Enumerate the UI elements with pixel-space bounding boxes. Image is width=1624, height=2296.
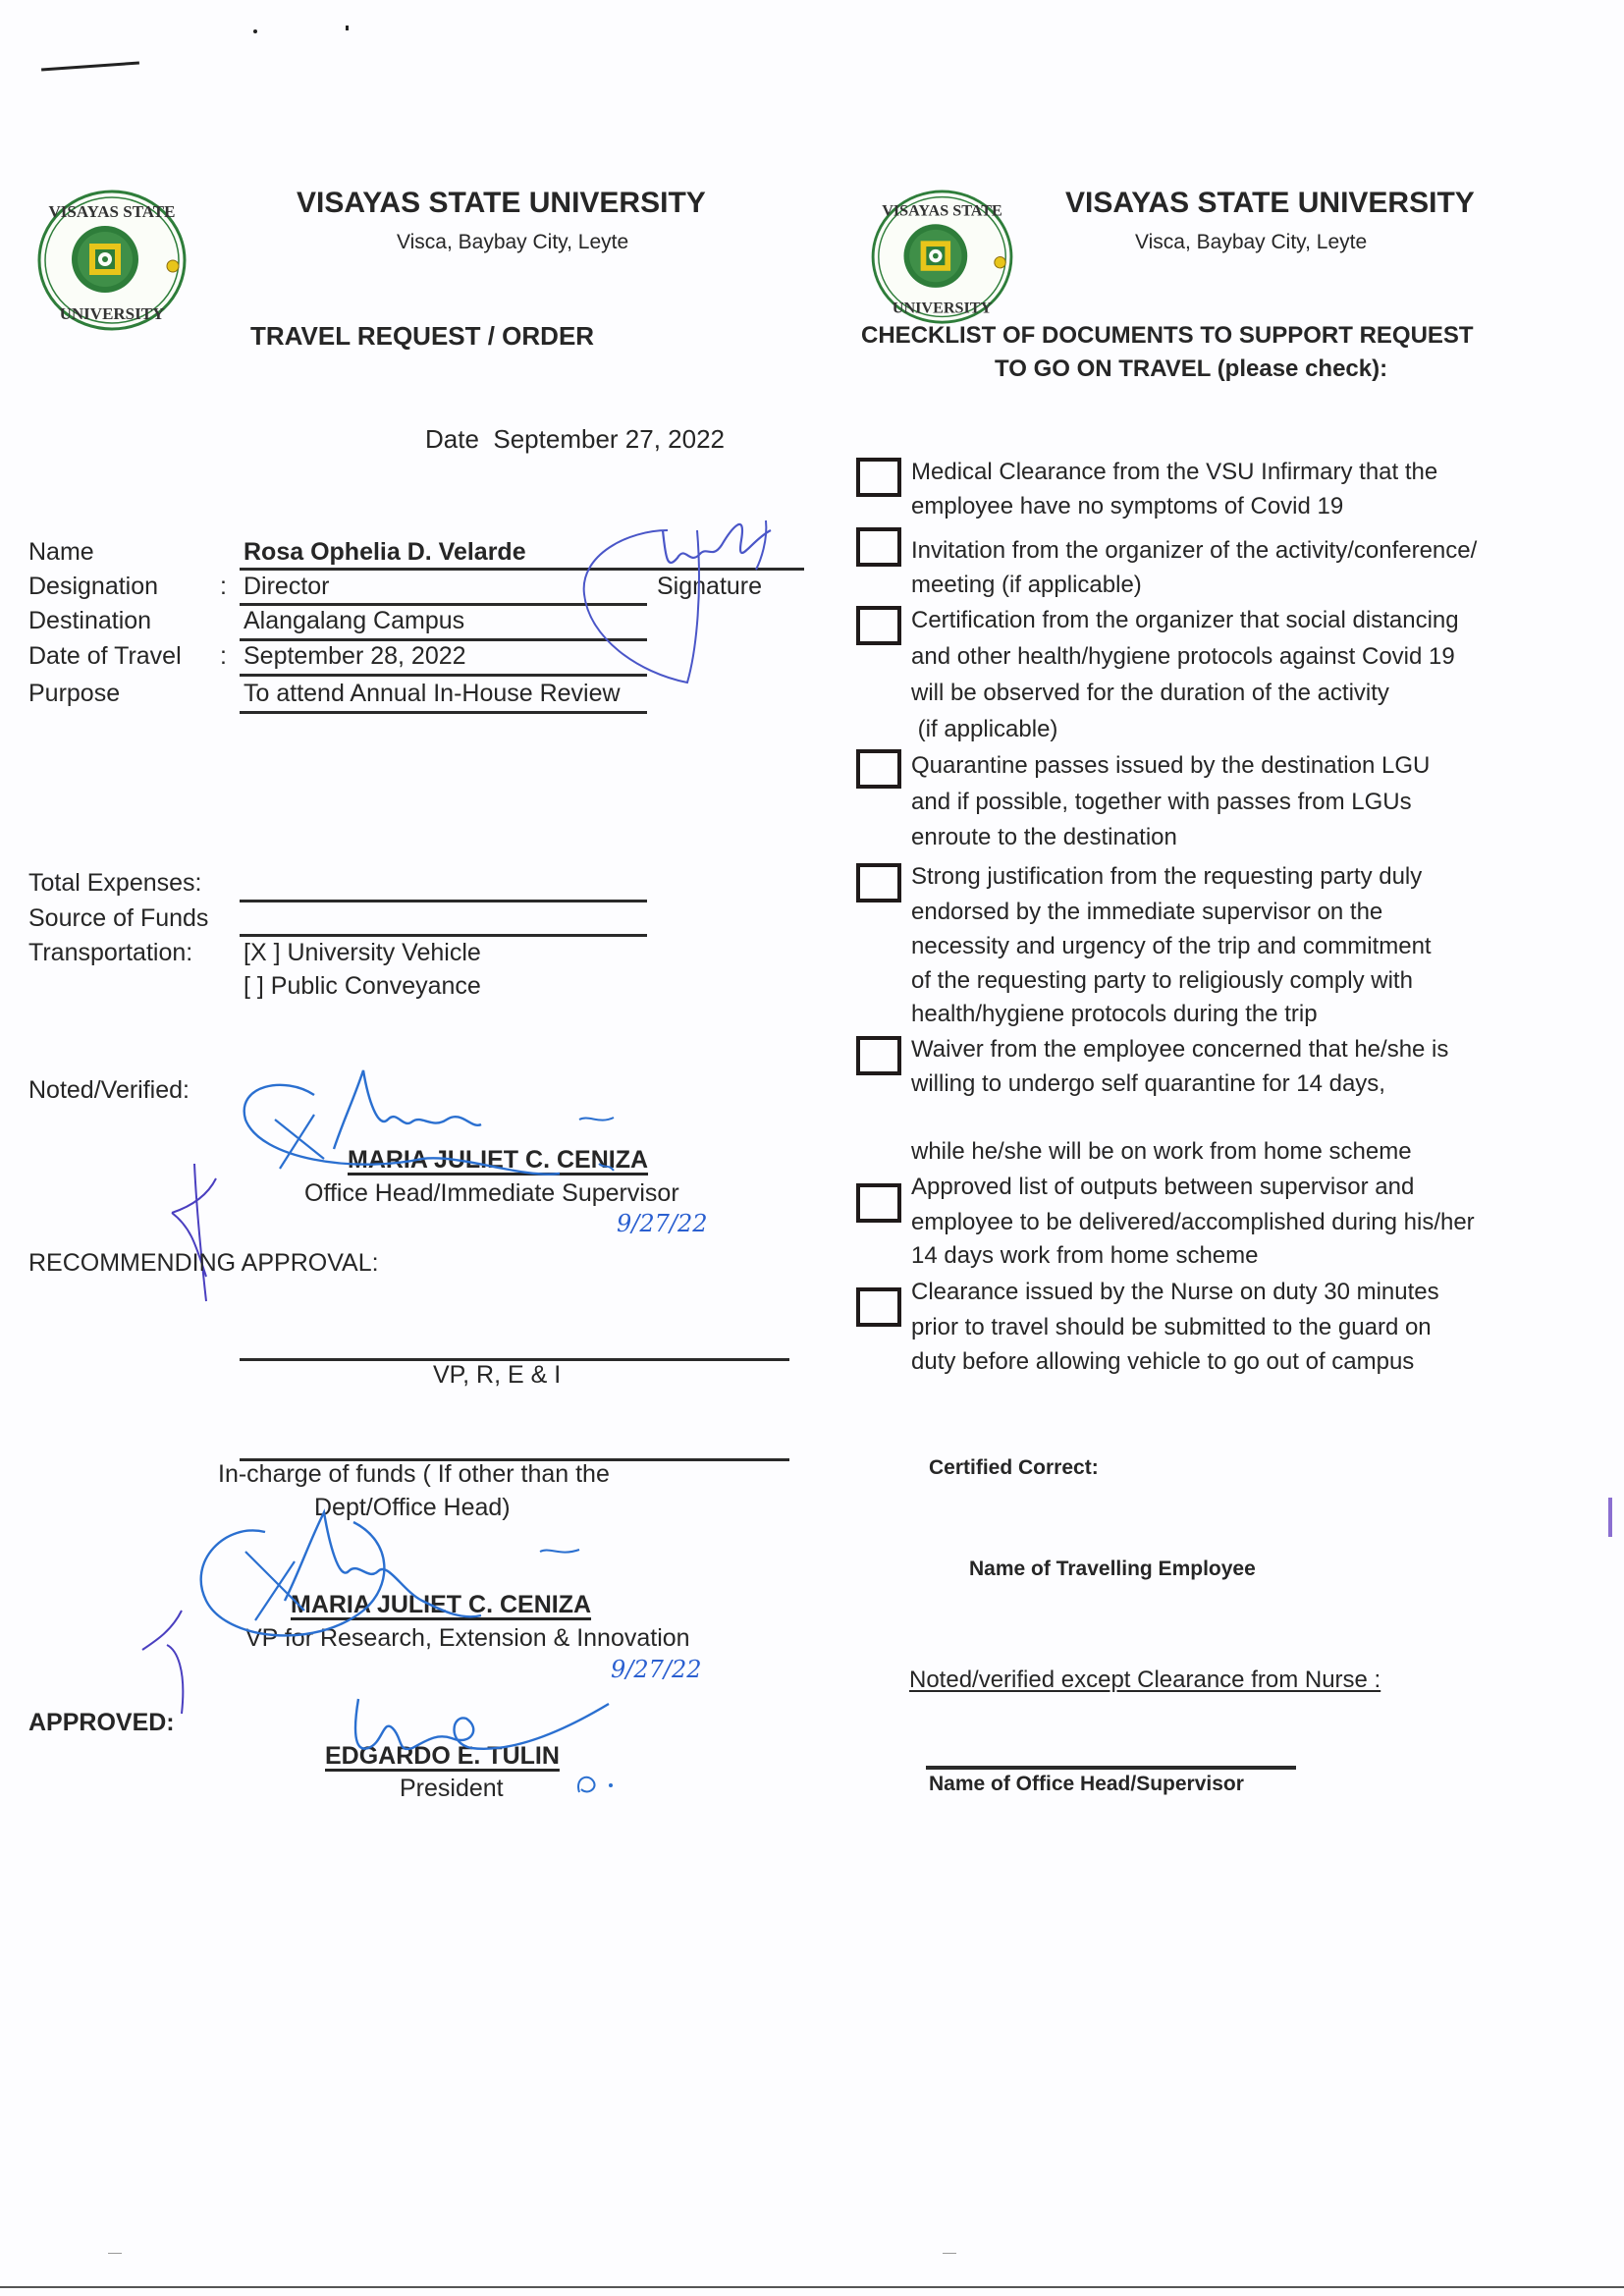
checklist-item-line: necessity and urgency of the trip and commitment: [911, 933, 1432, 959]
checklist-checkbox[interactable]: [856, 1036, 901, 1075]
checklist-item-line: Quarantine passes issued by the destination LGU: [911, 752, 1431, 779]
checklist-item-line: enroute to the destination: [911, 824, 1177, 850]
field-value-destination[interactable]: Alangalang Campus: [244, 607, 465, 634]
checklist-title-line1: CHECKLIST OF DOCUMENTS TO SUPPORT REQUEST: [861, 322, 1474, 349]
checklist-item-line: Clearance issued by the Nurse on duty 30 minutes: [911, 1279, 1439, 1305]
noted-verified-title: Office Head/Immediate Supervisor: [304, 1179, 679, 1207]
noted-except-nurse-label: Noted/verified except Clearance from Nurse :: [909, 1667, 1381, 1693]
checklist-item-line: Waiver from the employee concerned that he/she is: [911, 1036, 1449, 1063]
field-underline-date-of-travel: [240, 674, 647, 677]
checklist-checkbox[interactable]: [856, 606, 901, 645]
field-label-designation: Designation: [28, 573, 159, 600]
certified-correct-label: Certified Correct:: [929, 1456, 1099, 1479]
recommending-approval-label: RECOMMENDING APPROVAL:: [28, 1249, 379, 1277]
transport-option-label: University Vehicle: [287, 939, 481, 966]
university-seal-right: [870, 190, 1015, 325]
vp-rei-handwritten-date: 9/27/22: [611, 1656, 702, 1683]
checklist-item-line: of the requesting party to religiously comply with: [911, 967, 1413, 994]
field-underline-name: [240, 568, 804, 571]
checklist-item-line: Certification from the organizer that social distancing: [911, 607, 1459, 633]
university-name-left: VISAYAS STATE UNIVERSITY: [297, 187, 706, 219]
scan-ink-spot: [1608, 1498, 1612, 1537]
field-underline-destination: [240, 638, 647, 641]
svg-text:VISAYAS STATE: VISAYAS STATE: [48, 202, 176, 221]
checklist-checkbox[interactable]: [856, 863, 901, 902]
transport-option-label: Public Conveyance: [270, 972, 481, 1000]
transport-check-mark: [ ]: [244, 972, 264, 1000]
checklist-item-line: employee have no symptoms of Covid 19: [911, 493, 1344, 519]
signature-label: Signature: [657, 573, 763, 600]
field-value-purpose[interactable]: To attend Annual In-House Review: [244, 680, 621, 707]
total-expenses-underline: [240, 900, 647, 902]
total-expenses-label: Total Expenses:: [28, 869, 202, 897]
scan-dash: [108, 2253, 122, 2254]
checklist-checkbox[interactable]: [856, 458, 901, 497]
scan-dot: [346, 26, 349, 30]
transport-option-university-vehicle[interactable]: [244, 939, 481, 967]
checklist-item-line: health/hygiene protocols during the trip: [911, 1001, 1318, 1027]
checklist-item-line: prior to travel should be submitted to the guard on: [911, 1314, 1432, 1340]
checklist-item-line: Approved list of outputs between supervisor and: [911, 1174, 1415, 1200]
form-title: TRAVEL REQUEST / ORDER: [250, 321, 595, 351]
source-of-funds-label: Source of Funds: [28, 904, 209, 932]
checklist-item-line: and if possible, together with passes from LGUs: [911, 789, 1412, 815]
checklist-item-line: (if applicable): [911, 716, 1058, 742]
field-underline-purpose: [240, 711, 647, 714]
field-label-purpose: Purpose: [28, 680, 121, 707]
office-head-name-label: Name of Office Head/Supervisor: [929, 1773, 1244, 1795]
university-name-right: VISAYAS STATE UNIVERSITY: [1065, 187, 1475, 219]
vp-rei-name: MARIA JULIET C. CENIZA: [291, 1591, 592, 1618]
vp-rei-title: VP for Research, Extension & Innovation: [245, 1624, 690, 1652]
travelling-employee-name-label: Name of Travelling Employee: [969, 1558, 1256, 1580]
transport-option-public-conveyance[interactable]: [244, 972, 481, 1001]
field-value-name[interactable]: Rosa Ophelia D. Velarde: [244, 538, 526, 566]
field-colon-designation: :: [220, 573, 227, 600]
university-seal-left: [36, 190, 189, 332]
checklist-item-line: willing to undergo self quarantine for 14 days,: [911, 1070, 1385, 1097]
scan-staple-mark: [41, 62, 139, 72]
university-address-left: Visca, Baybay City, Leyte: [397, 231, 629, 253]
checklist-checkbox[interactable]: [856, 749, 901, 789]
checklist-checkbox[interactable]: [856, 1287, 901, 1327]
noted-verified-handwritten-date: 9/27/22: [617, 1210, 708, 1237]
approved-label: APPROVED:: [28, 1709, 175, 1736]
transport-check-mark: [X ]: [244, 939, 281, 966]
checklist-item-line: Invitation from the organizer of the activity/conference/: [911, 537, 1478, 564]
field-value-designation[interactable]: Director: [244, 573, 330, 600]
checklist-item-line: duty before allowing vehicle to go out of campus: [911, 1348, 1415, 1375]
date-label: Date: [425, 424, 479, 454]
vp-title: VP, R, E & I: [433, 1361, 562, 1389]
field-underline-designation: [240, 603, 647, 606]
checklist-item-line: employee to be delivered/accomplished during his/her: [911, 1209, 1475, 1235]
checklist-item-line: 14 days work from home scheme: [911, 1242, 1259, 1269]
scan-dot: [253, 29, 257, 33]
checklist-item-line: meeting (if applicable): [911, 572, 1142, 598]
source-of-funds-underline: [240, 934, 647, 937]
field-label-destination: Destination: [28, 607, 152, 634]
noted-verified-label: Noted/Verified:: [28, 1076, 189, 1104]
svg-text:VISAYAS STATE: VISAYAS STATE: [882, 202, 1002, 220]
svg-text:UNIVERSITY: UNIVERSITY: [59, 304, 165, 323]
noted-verified-name: MARIA JULIET C. CENIZA: [348, 1146, 649, 1174]
scan-bottom-edge: [0, 2286, 1624, 2288]
scan-dash: [943, 2253, 956, 2254]
president-title: President: [400, 1775, 504, 1802]
checklist-item-line: endorsed by the immediate supervisor on the: [911, 899, 1383, 925]
checklist-checkbox[interactable]: [856, 1183, 901, 1223]
university-address-right: Visca, Baybay City, Leyte: [1135, 231, 1368, 253]
checklist-title-line2: TO GO ON TRAVEL (please check):: [995, 355, 1388, 382]
checklist-item-line: will be observed for the duration of the activity: [911, 680, 1389, 706]
date-value: September 27, 2022: [493, 424, 725, 454]
svg-text:UNIVERSITY: UNIVERSITY: [892, 300, 993, 317]
funds-title-line2: Dept/Office Head): [314, 1494, 511, 1521]
checklist-item-line: Medical Clearance from the VSU Infirmary that the: [911, 459, 1438, 485]
request-date: [425, 424, 725, 455]
field-colon-date-of-travel: :: [220, 642, 227, 670]
transportation-label: Transportation:: [28, 939, 193, 966]
funds-title-line1: In-charge of funds ( If other than the: [218, 1460, 610, 1488]
checklist-item-line: and other health/hygiene protocols against Covid 19: [911, 643, 1455, 670]
checklist-checkbox[interactable]: [856, 527, 901, 567]
checklist-item-line: Strong justification from the requesting party duly: [911, 863, 1423, 890]
office-head-signature-line: [926, 1766, 1296, 1770]
president-name: EDGARDO E. TULIN: [325, 1742, 560, 1770]
field-label-name: Name: [28, 538, 94, 566]
field-value-date-of-travel[interactable]: September 28, 2022: [244, 642, 466, 670]
field-label-date-of-travel: Date of Travel: [28, 642, 182, 670]
checklist-item-line: while he/she will be on work from home scheme: [911, 1138, 1412, 1165]
